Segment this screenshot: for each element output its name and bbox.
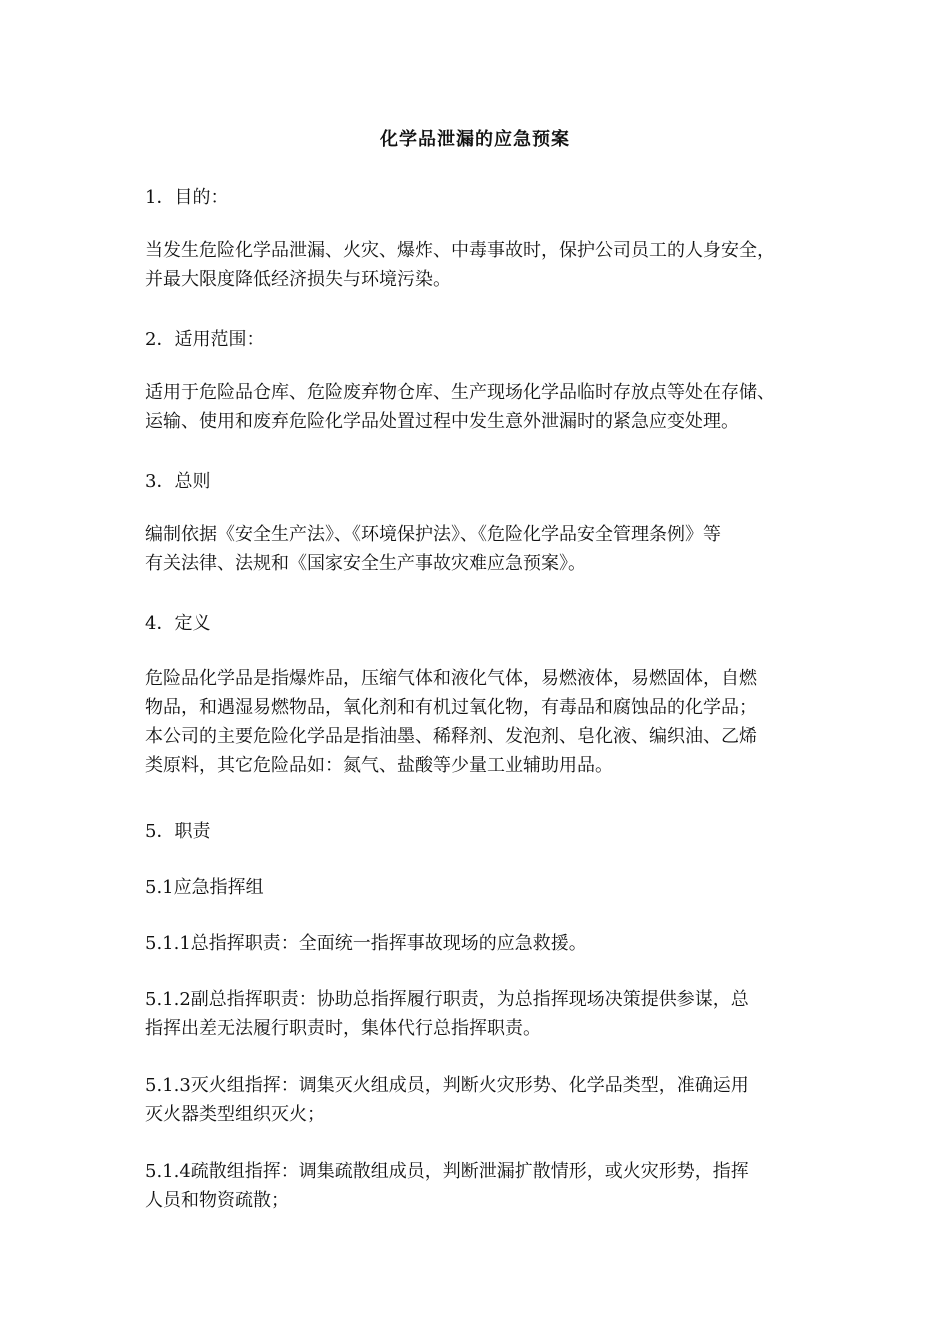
text-line: 5．职责 xyxy=(145,821,211,842)
section-heading-duties xyxy=(145,817,815,846)
paragraph-purpose xyxy=(145,236,815,294)
document-title: 化学品泄漏的应急预案 xyxy=(380,129,570,150)
text-line: 5.1应急指挥组 xyxy=(145,877,264,898)
text-line: 物品，和遇湿易燃物品，氧化剂和有机过氧化物，有毒品和腐蚀品的化学品； xyxy=(145,697,757,718)
text-line: 指挥出差无法履行职责时，集体代行总指挥职责。 xyxy=(145,1018,541,1039)
section-heading-general xyxy=(145,467,815,496)
text-line: 3．总则 xyxy=(145,471,211,492)
text-line: 适用于危险品仓库、危险废弃物仓库、生产现场化学品临时存放点等处在存储、 xyxy=(145,382,775,403)
paragraph-scope xyxy=(145,378,815,436)
text-line: 4．定义 xyxy=(145,613,211,634)
text-line: 并最大限度降低经济损失与环境污染。 xyxy=(145,269,451,290)
text-line: 本公司的主要危险化学品是指油墨、稀释剂、发泡剂、皂化液、编织油、乙烯 xyxy=(145,726,757,747)
text-line: 当发生危险化学品泄漏、火灾、爆炸、中毒事故时，保护公司员工的人身安全， xyxy=(145,240,775,261)
text-line: 2．适用范围： xyxy=(145,329,265,350)
paragraph-general xyxy=(145,520,815,578)
text-line: 5.1.2副总指挥职责：协助总指挥履行职责，为总指挥现场决策提供参谋，总 xyxy=(145,989,749,1010)
section-heading-definition xyxy=(145,609,815,638)
paragraph-5-1-3 xyxy=(145,1071,815,1129)
text-line: 有关法律、法规和《国家安全生产事故灾难应急预案》。 xyxy=(145,553,586,574)
text-line: 1．目的： xyxy=(145,187,229,208)
paragraph-definition xyxy=(145,664,815,780)
text-line: 5.1.1总指挥职责：全面统一指挥事故现场的应急救援。 xyxy=(145,933,587,954)
paragraph-5-1-2 xyxy=(145,985,815,1043)
section-heading-purpose xyxy=(145,183,815,212)
text-line: 灭火器类型组织灭火； xyxy=(145,1104,325,1125)
text-line: 类原料，其它危险品如：氮气、盐酸等少量工业辅助用品。 xyxy=(145,755,613,776)
text-line: 5.1.3灭火组指挥：调集灭火组成员，判断火灾形势、化学品类型，准确运用 xyxy=(145,1075,749,1096)
paragraph-5-1-4 xyxy=(145,1157,815,1215)
paragraph-5-1-1 xyxy=(145,929,815,958)
section-heading-scope xyxy=(145,325,815,354)
text-line: 编制依据《安全生产法》、《环境保护法》、《危险化学品安全管理条例》等 xyxy=(145,524,721,545)
text-line: 5.1.4疏散组指挥：调集疏散组成员，判断泄漏扩散情形，或火灾形势，指挥 xyxy=(145,1161,749,1182)
text-line: 运输、使用和废弃危险化学品处置过程中发生意外泄漏时的紧急应变处理。 xyxy=(145,411,739,432)
text-line: 危险品化学品是指爆炸品，压缩气体和液化气体，易燃液体，易燃固体，自燃 xyxy=(145,668,757,689)
text-line: 人员和物资疏散； xyxy=(145,1190,289,1211)
subsection-heading-command-group xyxy=(145,873,815,902)
